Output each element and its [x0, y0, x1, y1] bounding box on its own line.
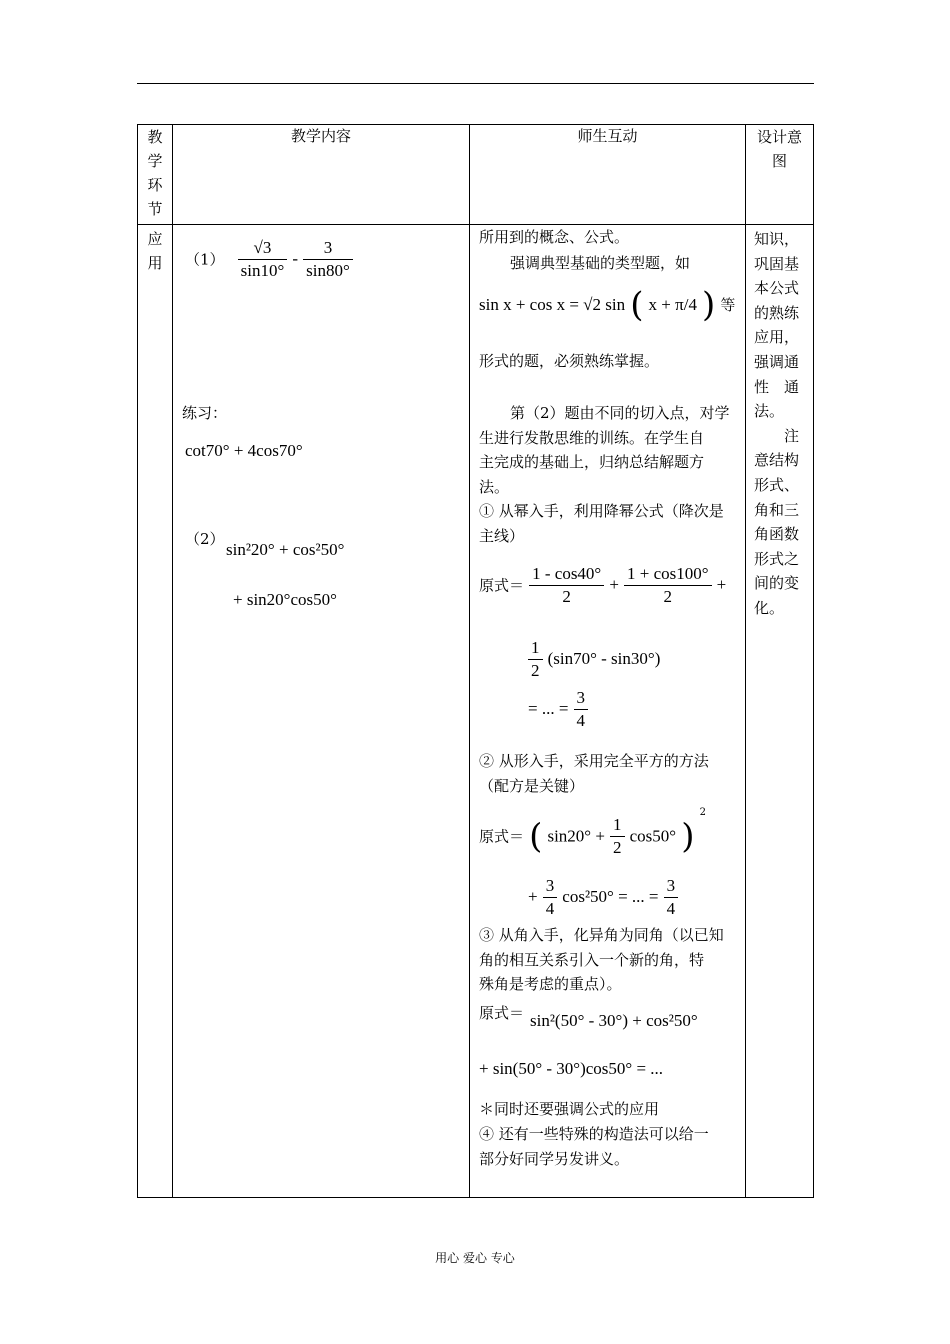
m2-line: ② 从形入手，采用完全平方的方法 [479, 752, 709, 770]
m1-line: ① 从幂入手，利用降幂公式（降次是 [479, 502, 724, 520]
m1-f2-den: 2 [663, 587, 673, 606]
note-2 [479, 1122, 709, 1171]
q1-label: （1） [185, 250, 225, 269]
m1-plus-2: + [716, 575, 727, 594]
design-line: 强调通 [754, 352, 800, 371]
m3-expression-2: + sin(50° - 30°)cos50° = ... [479, 1059, 664, 1078]
q2-line-2: + sin20°cos50° [233, 590, 337, 609]
interaction-p3: 形式的题，必须熟练掌握。 [479, 352, 660, 370]
design-line: 应用， [754, 328, 800, 347]
m1-result [574, 687, 589, 732]
m2-inner-post: cos50° [629, 826, 677, 846]
design-line: 意结构 [754, 451, 800, 470]
method-2-text [479, 749, 709, 798]
interaction-p1: 所用到的概念、公式。 [479, 228, 630, 246]
m2-l2-num: 3 [543, 875, 558, 898]
paren-close: ) [681, 816, 695, 857]
design-line: 间的变 [754, 574, 800, 593]
m2-half-num: 1 [610, 814, 625, 837]
design-line: 形式、 [754, 475, 800, 494]
m1-line: 主线） [479, 526, 525, 545]
header-stage-char: 教 [147, 128, 163, 146]
m3-line: ③ 从角入手，化异角为同角（以已知 [479, 926, 724, 944]
design-line: 的熟练 [754, 303, 800, 322]
q1-f2-den: sin80° [306, 261, 350, 280]
m2-yuanshi: 原式＝ [479, 827, 525, 846]
top-rule [137, 83, 814, 84]
m3-yuanshi: 原式＝ [479, 1004, 525, 1022]
m2-result-num: 3 [664, 875, 679, 898]
interaction-p4 [479, 401, 730, 499]
page-footer: 用心 爱心 专心 [435, 1251, 515, 1265]
design-line: 法。 [754, 402, 785, 421]
design-line: 形式之 [754, 549, 800, 568]
m3-expression-1: sin²(50° - 30°) + cos²50° [530, 1011, 698, 1030]
design-line: 注 [754, 426, 800, 445]
m2-three-quarter [543, 875, 558, 920]
design-line: 本公式 [754, 279, 800, 298]
header-design [746, 125, 814, 225]
identity-suffix: 等 [720, 295, 736, 314]
stage-char: 用 [147, 254, 163, 272]
method-1-line-2 [528, 637, 660, 682]
header-stage [138, 125, 173, 225]
m1-result-den: 4 [576, 711, 586, 730]
design-text [746, 225, 813, 621]
header-design-line: 图 [771, 152, 787, 170]
design-line: 化。 [754, 598, 785, 617]
p4-line: 生进行发散思维的训练。在学生自 [479, 428, 705, 447]
q2-label: （2） [185, 530, 225, 548]
m1-f2-num: 1 + cos100° [624, 563, 712, 586]
m2-line: （配方是关键） [479, 776, 585, 795]
q1-minus: - [292, 249, 299, 268]
m2-power: 2 [699, 807, 706, 818]
header-row [138, 125, 814, 225]
m1-f1-den: 2 [562, 587, 571, 606]
header-design-line: 设计意 [756, 128, 802, 146]
m2-l2-plus: + [528, 887, 538, 906]
design-line: 性 通 [754, 377, 800, 396]
m1-plus: + [609, 575, 619, 594]
question-1 [185, 237, 353, 282]
m2-inner-pre: sin20° + [547, 826, 605, 846]
m2-l2-den: 4 [545, 899, 555, 918]
identity-inner: x + π/4 [648, 295, 697, 314]
method-1-line-1 [479, 563, 726, 608]
m2-result [664, 875, 679, 920]
m1-half-den: 2 [531, 661, 540, 680]
design-line: 角和三 [754, 500, 800, 519]
m1-half [528, 637, 543, 682]
m2-result-den: 4 [666, 899, 676, 918]
m1-fraction-1 [529, 563, 604, 608]
note-1: ＊同时还要强调公式的应用 [479, 1100, 660, 1118]
q1-fraction-1 [238, 237, 288, 282]
q1-f1-num: √3 [238, 237, 288, 260]
lesson-plan-table [137, 124, 814, 1198]
q1-f1-den: sin10° [240, 261, 285, 280]
m1-f1-num: 1 - cos40° [529, 563, 604, 586]
design-cell [746, 225, 814, 1198]
method-3-text [479, 923, 724, 997]
q1-f2-num: 3 [303, 237, 353, 260]
practice-label: 练习： [182, 404, 228, 422]
method-2-line-2 [528, 875, 678, 920]
identity-formula [479, 285, 735, 325]
method-1-text [479, 499, 724, 548]
paren-open: ( [529, 816, 543, 857]
q1-fraction-2 [303, 237, 353, 282]
header-stage-char: 学 [147, 152, 163, 170]
design-line: 知识， [754, 230, 800, 248]
interaction-p2: 强调典型基础的类型题，如 [510, 254, 691, 272]
design-line: 角函数 [754, 525, 800, 544]
paren-open: ( [630, 285, 644, 325]
m1-line3-pre: = ... = [528, 699, 569, 718]
m1-result-num: 3 [574, 687, 589, 710]
stage-cell [138, 225, 173, 1198]
body-row [138, 225, 814, 1198]
m3-line: 角的相互关系引入一个新的角，特 [479, 950, 705, 969]
content-cell [173, 225, 470, 1198]
header-stage-char: 环 [147, 176, 163, 194]
design-line: 巩固基 [754, 254, 800, 273]
practice-expression: cot70° + 4cos70° [185, 441, 303, 460]
m1-line2-tail: (sin70° - sin30°) [547, 649, 661, 668]
p4-line: 第（2）题由不同的切入点，对学 [510, 404, 730, 422]
paren-close: ) [702, 285, 716, 325]
m1-fraction-2 [624, 563, 712, 608]
note2-line: 部分好同学另发讲义。 [479, 1149, 630, 1168]
m1-half-num: 1 [528, 637, 543, 660]
m2-l2-mid: cos²50° = ... = [562, 887, 659, 906]
p4-line: 法。 [479, 477, 510, 496]
m2-half-den: 2 [613, 838, 622, 857]
stage-char: 应 [147, 230, 163, 248]
header-stage-char: 节 [147, 200, 163, 218]
m1-yuanshi: 原式＝ [479, 576, 525, 595]
m3-line: 殊角是考虑的重点）。 [479, 975, 622, 993]
interaction-cell [470, 225, 746, 1198]
q2-line-1: sin²20° + cos²50° [226, 540, 345, 559]
p4-line: 主完成的基础上，归纳总结解题方 [479, 453, 705, 471]
m2-half [610, 814, 625, 859]
method-1-line-3 [528, 687, 588, 732]
identity-left: sin x + cos x = √2 sin [479, 295, 626, 314]
header-content: 教学内容 [173, 125, 470, 225]
note2-line: ④ 还有一些特殊的构造法可以给一 [479, 1125, 709, 1143]
method-2-line-1 [479, 807, 706, 859]
header-interaction: 师生互动 [470, 125, 746, 225]
